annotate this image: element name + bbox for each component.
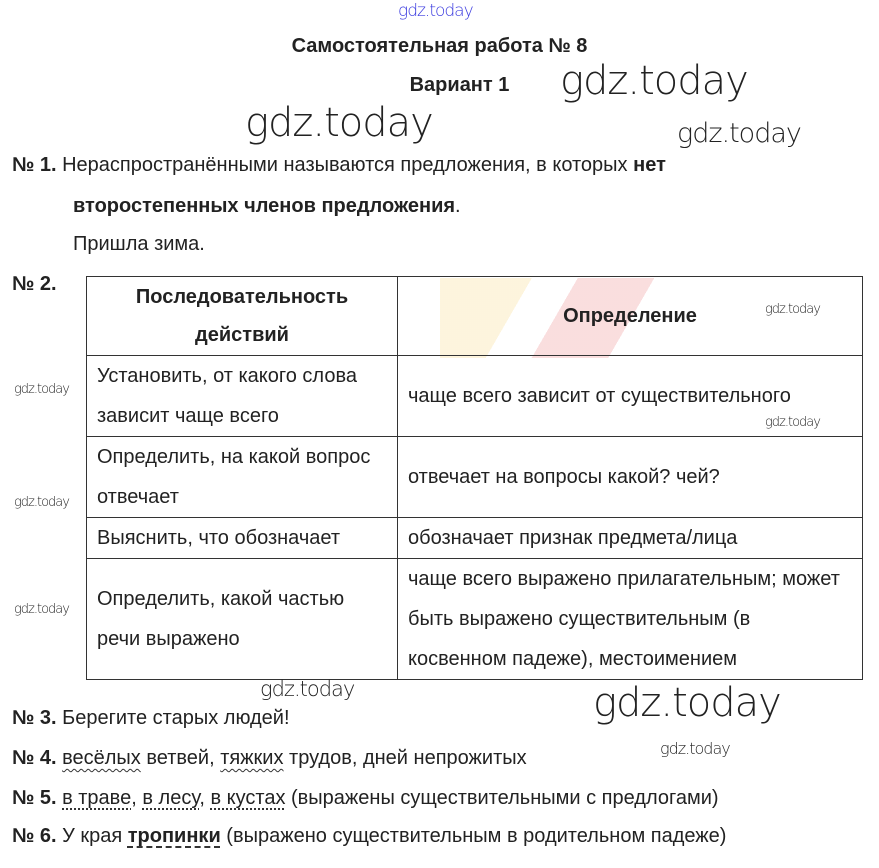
variant-heading: Вариант 1 bbox=[409, 74, 510, 96]
table-cell: Установить, от какого слова зависит чаще всего bbox=[87, 356, 398, 437]
watermark: gdz.today bbox=[14, 602, 69, 617]
column-header: Последовательность действий bbox=[87, 277, 398, 356]
table-cell: чаще всего зависит от существительного bbox=[398, 356, 863, 437]
watermark: gdz.today bbox=[260, 677, 355, 701]
table-row bbox=[87, 437, 863, 518]
answer-bold: нет bbox=[633, 154, 666, 176]
watermark: gdz.today bbox=[765, 415, 820, 430]
task-text: ветвей, bbox=[140, 747, 221, 769]
answer-bold: второстепенных членов предложения bbox=[73, 195, 456, 217]
task-3 bbox=[12, 707, 290, 730]
underlined-phrase: в траве bbox=[62, 787, 132, 809]
table-header-row bbox=[87, 277, 863, 356]
punctuation: . bbox=[455, 195, 461, 217]
task-number: № 3. bbox=[12, 707, 57, 729]
watermark: gdz.today bbox=[560, 58, 748, 104]
table-row bbox=[87, 518, 863, 559]
underlined-word: тяжких bbox=[220, 747, 284, 769]
watermark: gdz.today bbox=[765, 302, 820, 317]
task-text: Нераспространёнными называются предложения, в которых bbox=[62, 154, 628, 176]
table-cell: Определить, какой частью речи выражено bbox=[87, 559, 398, 680]
underlined-phrase: в лесу bbox=[142, 787, 200, 809]
table-row bbox=[87, 356, 863, 437]
task-text: (выражены существительными с предлогами) bbox=[285, 787, 719, 809]
page-title: Самостоятельная работа № 8 bbox=[291, 35, 588, 57]
table-row bbox=[87, 559, 863, 680]
task-6 bbox=[12, 825, 726, 848]
watermark: gdz.today bbox=[660, 739, 730, 758]
task-1-example: Пришла зима. bbox=[73, 233, 205, 255]
table-cell: чаще всего выражено прилагательным; может быть выражено существительным (в косвенном падеже), местоимением bbox=[398, 559, 863, 680]
watermark: gdz.today bbox=[398, 1, 473, 21]
watermark: gdz.today bbox=[14, 495, 69, 510]
table-cell: отвечает на вопросы какой? чей? bbox=[398, 437, 863, 518]
task-number: № 4. bbox=[12, 747, 57, 769]
task-number: № 2. bbox=[12, 273, 57, 295]
table-cell: Определить, на какой вопрос отвечает bbox=[87, 437, 398, 518]
task-text: У края bbox=[62, 825, 128, 847]
task-number: № 1. bbox=[12, 154, 57, 176]
watermark: gdz.today bbox=[677, 118, 801, 149]
task-text: Берегите старых людей! bbox=[62, 707, 290, 729]
watermark: gdz.today bbox=[245, 100, 433, 146]
task-number: № 6. bbox=[12, 825, 57, 847]
watermark: gdz.today bbox=[593, 680, 781, 726]
task-1 bbox=[12, 154, 666, 177]
table-cell: Выяснить, что обозначает bbox=[87, 518, 398, 559]
task-text: трудов, дней непрожитых bbox=[283, 747, 527, 769]
task-text: (выражено существительным в родительном падеже) bbox=[220, 825, 727, 847]
underlined-word: тропинки bbox=[127, 825, 221, 847]
task-5: № 5. в траве, в лесу, в кустах (выражены существительными с предлогами) bbox=[12, 787, 719, 809]
task-1-continued bbox=[73, 195, 461, 218]
underlined-phrase: в кустах bbox=[210, 787, 286, 809]
task-number: № 5. bbox=[12, 787, 57, 809]
definition-table bbox=[86, 276, 863, 680]
table-cell: обозначает признак предмета/лица bbox=[398, 518, 863, 559]
underlined-word: весёлых bbox=[62, 747, 141, 769]
watermark: gdz.today bbox=[14, 382, 69, 397]
column-header: Определение bbox=[398, 277, 863, 356]
task-4 bbox=[12, 747, 527, 770]
